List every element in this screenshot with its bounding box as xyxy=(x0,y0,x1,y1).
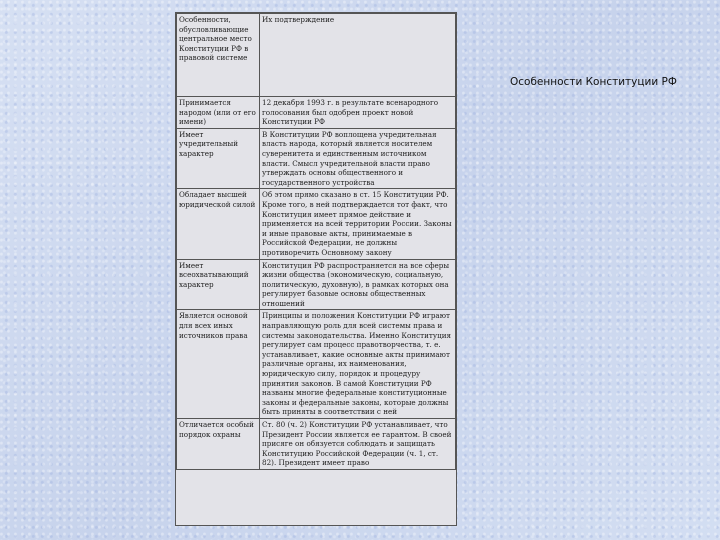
slide-title: Особенности Конституции РФ xyxy=(510,76,677,88)
table-row xyxy=(177,310,456,419)
table-row xyxy=(177,189,456,259)
table-row xyxy=(177,97,456,129)
feature-cell: Обладает высшей юридической силой xyxy=(177,189,260,259)
table-row xyxy=(177,259,456,310)
feature-cell: Отличается особый порядок охраны xyxy=(177,419,260,470)
table-row xyxy=(177,128,456,189)
feature-cell: Принимается народом (или от его имени) xyxy=(177,97,260,129)
feature-cell: Имеет учредительный характер xyxy=(177,128,260,189)
header-cell-confirmation: Их подтверждение xyxy=(260,14,456,97)
header-cell-features: Особенности, обусловливающие центральное место Конституции РФ в правовой системе xyxy=(177,14,260,97)
feature-cell: Имеет всеохватывающий характер xyxy=(177,259,260,310)
constitution-table xyxy=(175,12,457,526)
confirmation-cell: Конституция РФ распространяется на все сферы жизни общества (экономическую, социальную, политическую, духовную), в рамках которых она регулирует базовые основы общественных отношений xyxy=(260,259,456,310)
confirmation-cell: 12 декабря 1993 г. в результате всенародного голосования был одобрен проект новой Конституции РФ xyxy=(260,97,456,129)
confirmation-cell: Ст. 80 (ч. 2) Конституции РФ устанавливает, что Президент России является ее гарантом. В своей присяге он обязуется соблюдать и защищать Конституцию Российской Федерации (ч. 1, ст. 82). Президент имеет право xyxy=(260,419,456,470)
confirmation-cell: Об этом прямо сказано в ст. 15 Конституции РФ. Кроме того, в ней подтверждается тот факт, что Конституция имеет прямое действие и применяется на всей территории России. Законы и иные правовые акты, принимаемые в Российской Федерации, не должны противоречить Основному закону xyxy=(260,189,456,259)
confirmation-cell: В Конституции РФ воплощена учредительная власть народа, который является носителем суверенитета и единственным источником власти. Смысл учредительной власти право утверждать основы общественного и государственного устройства xyxy=(260,128,456,189)
table-row xyxy=(177,419,456,470)
table-header-row xyxy=(177,14,456,97)
feature-cell: Является основой для всех иных источников права xyxy=(177,310,260,419)
confirmation-cell: Принципы и положения Конституции РФ играют направляющую роль для всей системы права и системы законодательства. Именно Конституция регулирует сам процесс правотворчества, т. е. устанавливает, какие основные акты принимают различные органы, их наименования, юридическую силу, порядок и процедуру принятия законов. В самой Конституции РФ названы многие федеральные конституционные законы и федеральные законы, которые должны быть приняты в соответствии с ней xyxy=(260,310,456,419)
